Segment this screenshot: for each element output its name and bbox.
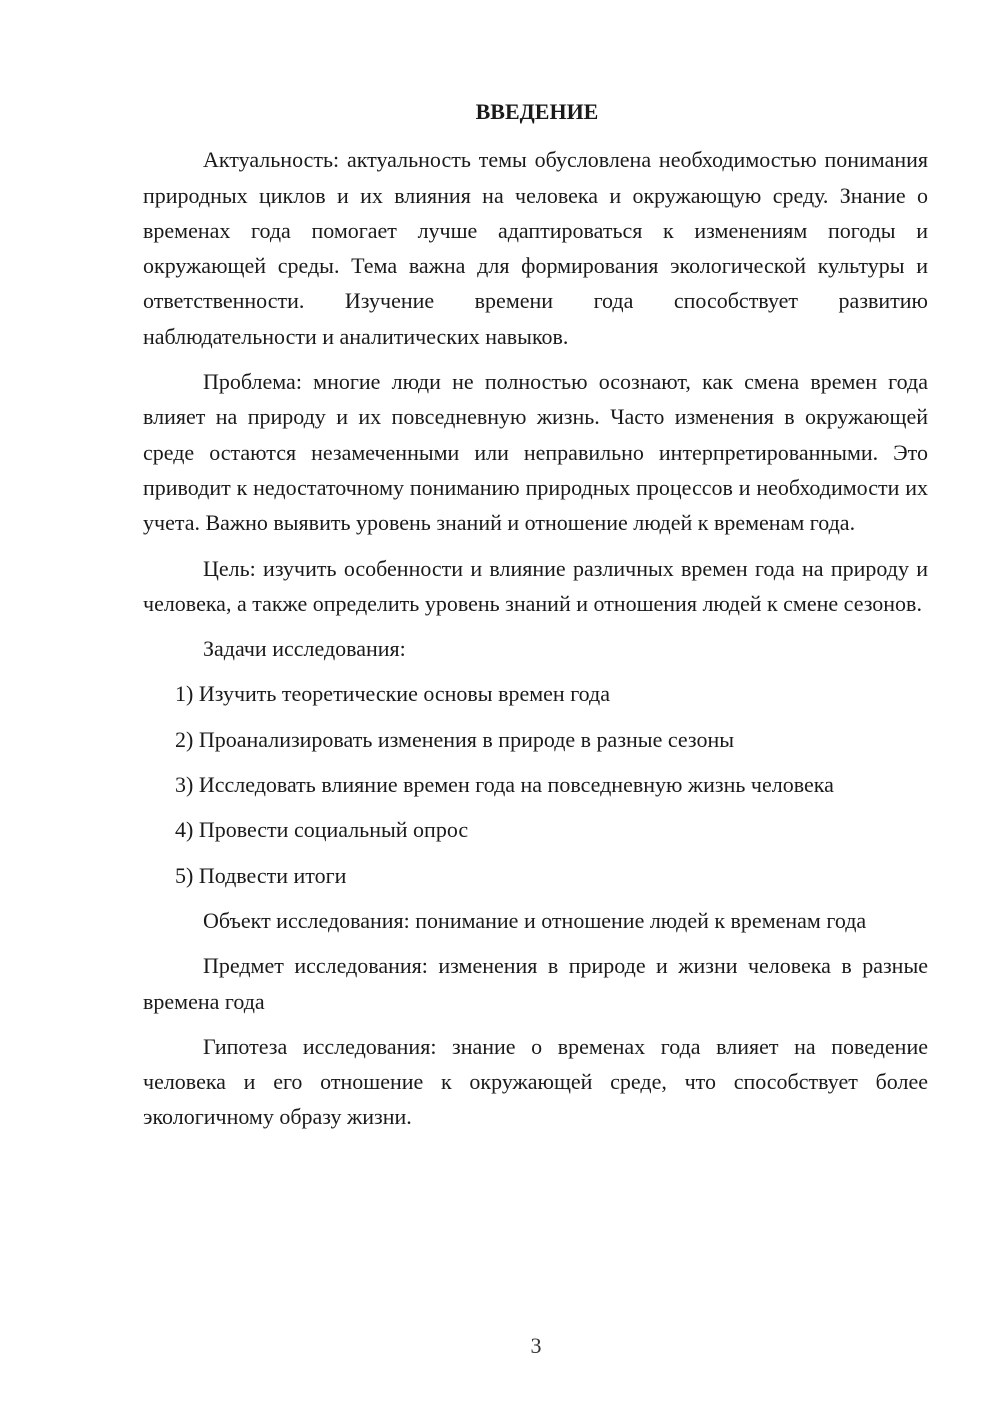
section-title: ВВЕДЕНИЕ bbox=[475, 99, 599, 124]
page-number: 3 bbox=[530, 1333, 542, 1358]
paragraph-goal: Цель: изучить особенности и влияние различных времен года на природу и человека, а также определить уровень знаний и отношения людей к смене сезонов. bbox=[143, 555, 928, 616]
paragraph-problem: Проблема: многие люди не полностью осознают, как смена времен года влияет на природу и их повседневную жизнь. Часто изменения в окружающей среде остаются незамеченными или неправильно интерпретированными. Это приводит к недостаточному пониманию природных процессов и необходимости их учета. Важно выявить уровень знаний и отношение людей к временам года. bbox=[143, 369, 928, 536]
paragraph-object: Объект исследования: понимание и отношение людей к временам года bbox=[203, 907, 867, 933]
paragraph-hypothesis: Гипотеза исследования: знание о временах года влияет на поведение человека и его отношение к окружающей среде, что способствует более экологичному образу жизни. bbox=[143, 1033, 928, 1130]
tasks-heading: Задачи исследования: bbox=[203, 636, 406, 662]
task-item-3: 3) Исследовать влияние времен года на повседневную жизнь человека bbox=[175, 772, 834, 798]
task-item-1: 1) Изучить теоретические основы времен года bbox=[175, 681, 610, 707]
task-item-2: 2) Проанализировать изменения в природе в разные сезоны bbox=[175, 726, 735, 752]
task-item-4: 4) Провести социальный опрос bbox=[175, 817, 469, 843]
page-content bbox=[143, 94, 928, 1145]
task-item-5: 5) Подвести итоги bbox=[175, 862, 347, 888]
paragraph-subject: Предмет исследования: изменения в природе и жизни человека в разные времена года bbox=[143, 953, 928, 1014]
task-list bbox=[143, 676, 928, 892]
paragraph-relevance: Актуальность: актуальность темы обусловлена необходимостью понимания природных циклов и их влияния на человека и окружающую среду. Знание о временах года помогает лучше адаптироваться к изменениям погоды и окружающей среды. Тема важна для формирования экологической культуры и ответственности. Изучение времени года способствует развитию наблюдательности и аналитических навыков. bbox=[143, 147, 928, 349]
